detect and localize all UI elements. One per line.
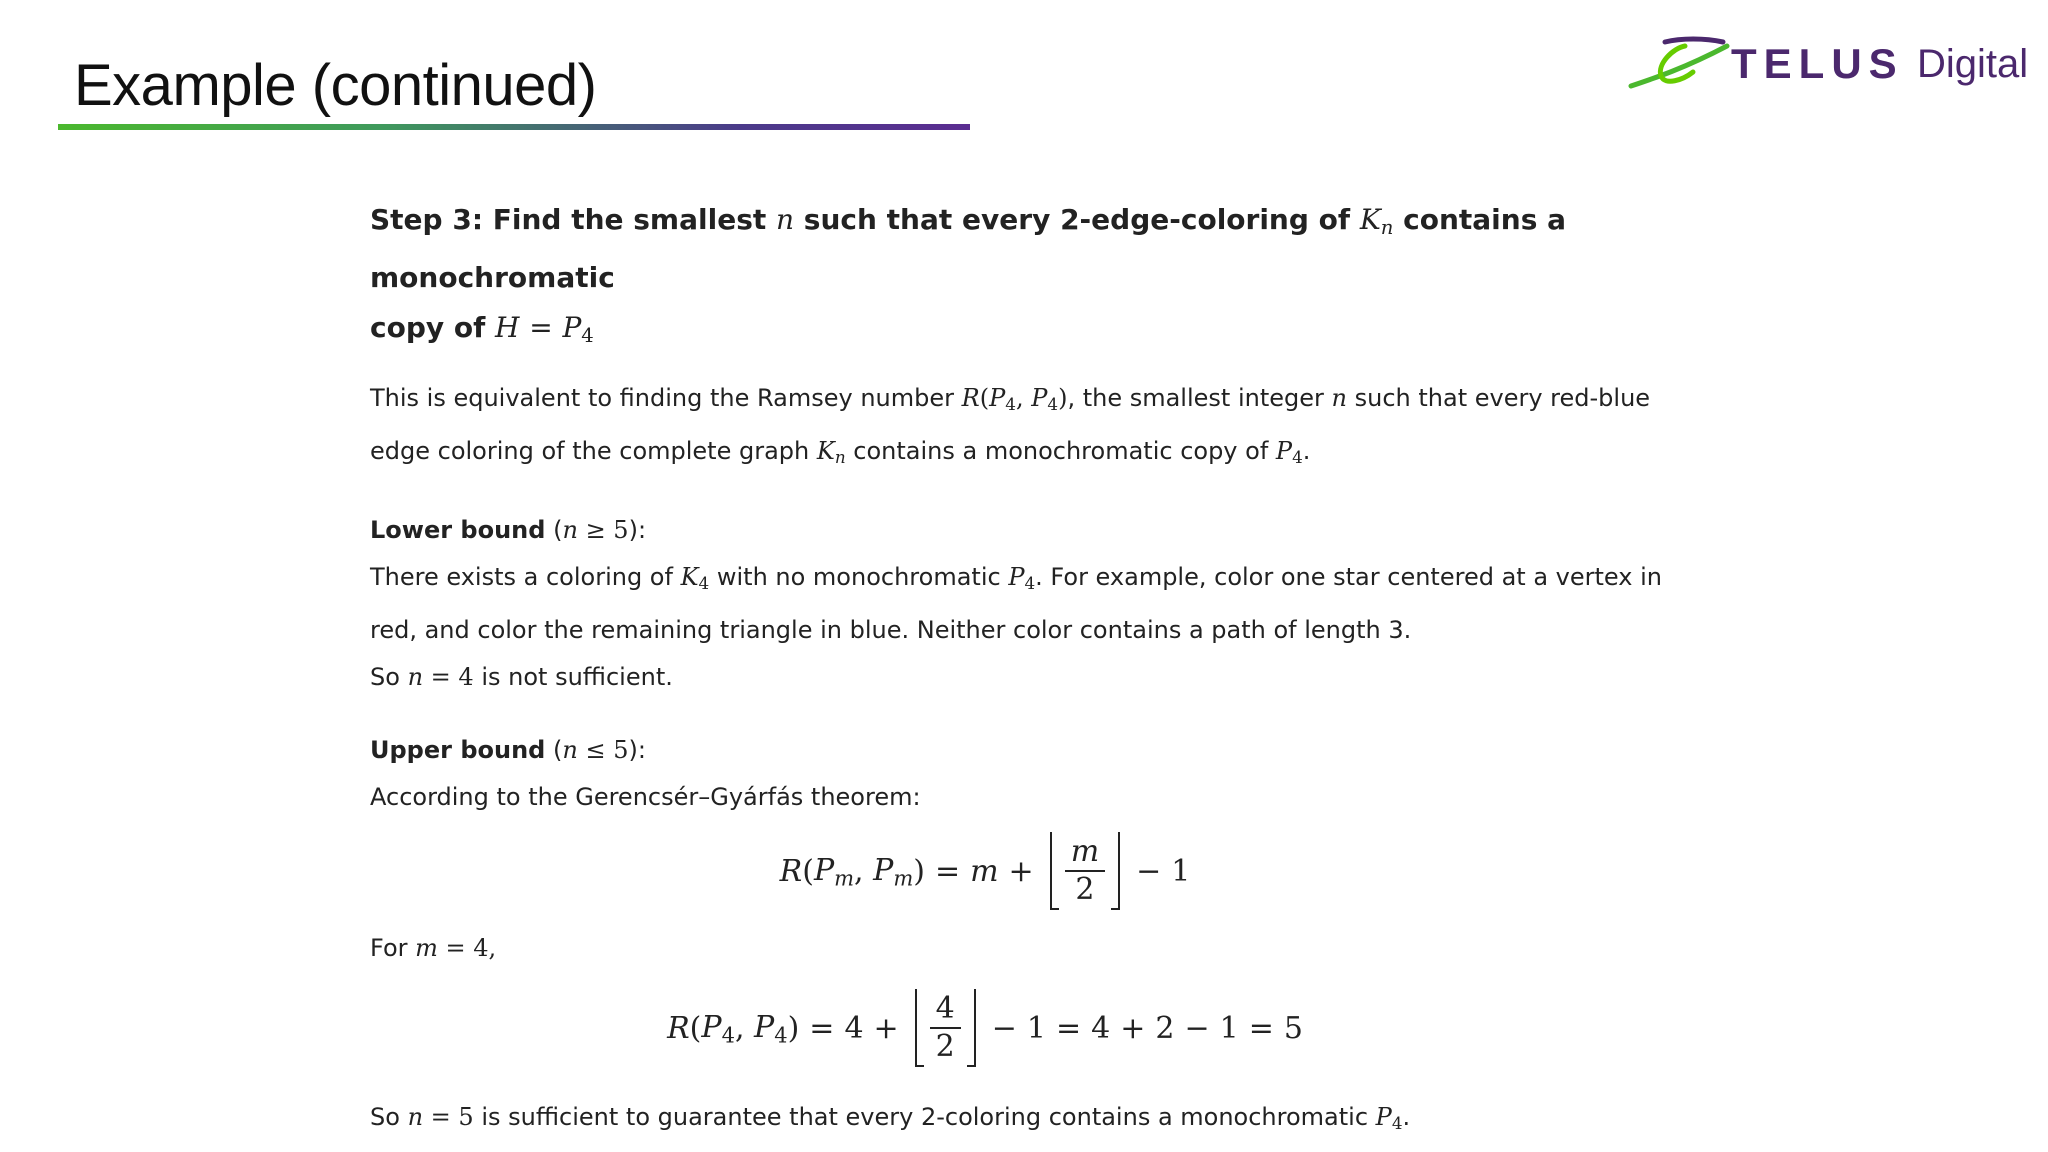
logo-subtitle: Digital — [1917, 42, 2029, 86]
slide-title: Example (continued) — [74, 53, 597, 118]
telus-digital-logo — [1625, 34, 2029, 98]
upper-bound-section: Upper bound (n ≤ 5): According to the Gerencsér–Gyárfás theorem: — [370, 736, 921, 812]
telus-swoosh-icon — [1625, 34, 1733, 94]
for-m-line: For m = 4, — [370, 934, 497, 963]
ramsey-computation-formula: R ( $P_4$ , $P_4$ ) = 4 + $\frac{4}{2}$ − 1 = 4 + 2 − 1 = 5 — [300, 978, 1670, 1078]
title-underline — [58, 124, 970, 130]
step-heading: Step 3: Find the smallest n such that every 2-edge-coloring of Kn contains a monochromatic copy of $H = P_4$ — [370, 203, 1567, 347]
slide-content — [370, 195, 1670, 1148]
gerencser-gyarfas-formula: R ( Pm , Pm ) = m + $\frac{m}{2}$ − 1 — [300, 821, 1670, 921]
lower-bound-section: Lower bound (n ≥ 5): There exists a coloring of $K_4$ with no monochromatic $P_4$. For example, color one star centered at a vertex in red, and color the remaining triangle in blue. Neither color contains a path of length 3. So n = 4 is not sufficient. — [370, 516, 1662, 692]
logo-wordmark: TELUS — [1731, 40, 1904, 87]
intro-paragraph: This is equivalent to finding the Ramsey number $R(P_4$, $P_4$), the smallest integer n such that every red-blue edge coloring of the complete graph Kn contains a monochromatic copy of $P_4$. — [370, 383, 1651, 468]
conclusion-line: So n = 5 is sufficient to guarantee that every 2-coloring contains a monochromatic $P_4$. — [370, 1103, 1411, 1134]
